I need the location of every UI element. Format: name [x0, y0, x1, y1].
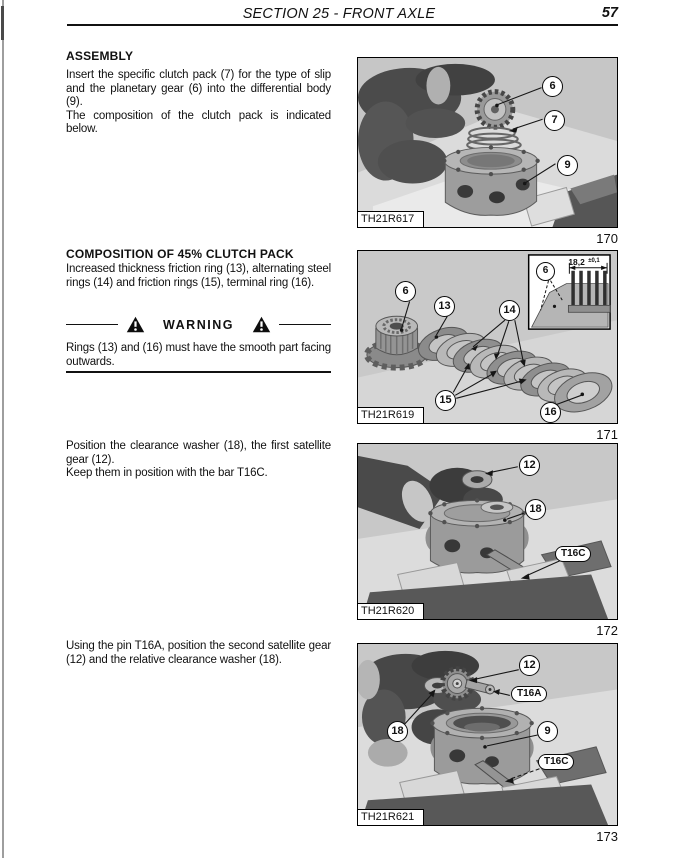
figure-170-code: TH21R617: [358, 211, 424, 227]
inset-callout-6: 6: [536, 262, 555, 281]
figure-171-illustration: [358, 251, 617, 423]
figure-171-number: 171: [596, 427, 618, 442]
callout-9: 9: [537, 721, 558, 742]
figure-170-photo: [357, 57, 618, 228]
figure-172-code: TH21R620: [358, 603, 424, 619]
callout-9: 9: [557, 155, 578, 176]
assembly-paragraph-2: The composition of the clutch pack is indicated below.: [66, 109, 331, 136]
figure-170-illustration: [358, 58, 617, 227]
warning-header: [66, 316, 331, 333]
callout-6: 6: [542, 76, 563, 97]
assembly-paragraph: [66, 69, 331, 137]
figure-172-number: 172: [596, 623, 618, 638]
planetary-gear: [477, 92, 513, 128]
figure-172-photo: [357, 443, 618, 620]
callout-16: 16: [540, 402, 561, 423]
assembly-paragraph-1: Insert the specific clutch pack (7) for the type of slip and the planetary gear (6) into the differential body (9).: [66, 69, 331, 109]
page-number: 57: [601, 5, 618, 21]
callout-18: 18: [525, 499, 546, 520]
header-rule: [67, 24, 618, 26]
tool-label-t16c: T16C: [555, 546, 591, 562]
warning-triangle-icon: [126, 316, 145, 333]
assembly-heading: ASSEMBLY: [66, 49, 134, 63]
warning-bottom-rule: [66, 371, 331, 373]
differential-body: [430, 706, 534, 784]
satellite1-paragraph-2: Keep them in position with the bar T16C.: [66, 467, 268, 480]
callout-14: 14: [499, 300, 520, 321]
callout-6: 6: [395, 281, 416, 302]
figure-173-number: 173: [596, 829, 618, 844]
figure-170-number: 170: [596, 231, 618, 246]
composition-heading: COMPOSITION OF 45% CLUTCH PACK: [66, 247, 294, 261]
warning-rule-right: [279, 324, 331, 326]
figure-173-photo: [357, 643, 618, 826]
planetary-gear: [367, 316, 427, 367]
figure-172-illustration: [358, 444, 617, 619]
scan-edge-line: [2, 0, 4, 858]
warning-text: [66, 342, 331, 369]
satellite2-paragraph: [66, 640, 331, 667]
figure-173-code: TH21R621: [358, 809, 424, 825]
tool-label-t16a: T16A: [511, 686, 547, 702]
composition-paragraph: [66, 263, 331, 290]
satellite1-paragraph: [66, 440, 331, 481]
callout-13: 13: [434, 296, 455, 317]
warning-label: WARNING: [163, 317, 234, 332]
composition-paragraph-text: Increased thickness friction ring (13), alternating steel rings (14) and friction rings (15), terminal ring (16).: [66, 263, 331, 289]
callout-18: 18: [387, 721, 408, 742]
figure-171-photo: [357, 250, 618, 424]
callout-12: 12: [519, 455, 540, 476]
satellite2-paragraph-text: Using the pin T16A, position the second satellite gear (12) and the relative clearance washer (18).: [66, 640, 331, 666]
warning-text-paragraph: Rings (13) and (16) must have the smooth part facing outwards.: [66, 342, 331, 368]
callout-12: 12: [519, 655, 540, 676]
warning-rule-left: [66, 324, 118, 326]
warning-triangle-icon: [252, 316, 271, 333]
callout-15: 15: [435, 390, 456, 411]
inset-dimension-tolerance: ±0,1: [588, 257, 600, 264]
page-header-title: SECTION 25 - FRONT AXLE: [242, 6, 436, 22]
satellite1-paragraph-1: Position the clearance washer (18), the first satellite gear (12).: [66, 440, 331, 466]
figure-171-code: TH21R619: [358, 407, 424, 423]
differential-body: [442, 145, 540, 215]
tool-label-t16c: T16C: [538, 754, 574, 770]
callout-7: 7: [544, 110, 565, 131]
inset-dimension-value: 18,2: [568, 256, 585, 267]
